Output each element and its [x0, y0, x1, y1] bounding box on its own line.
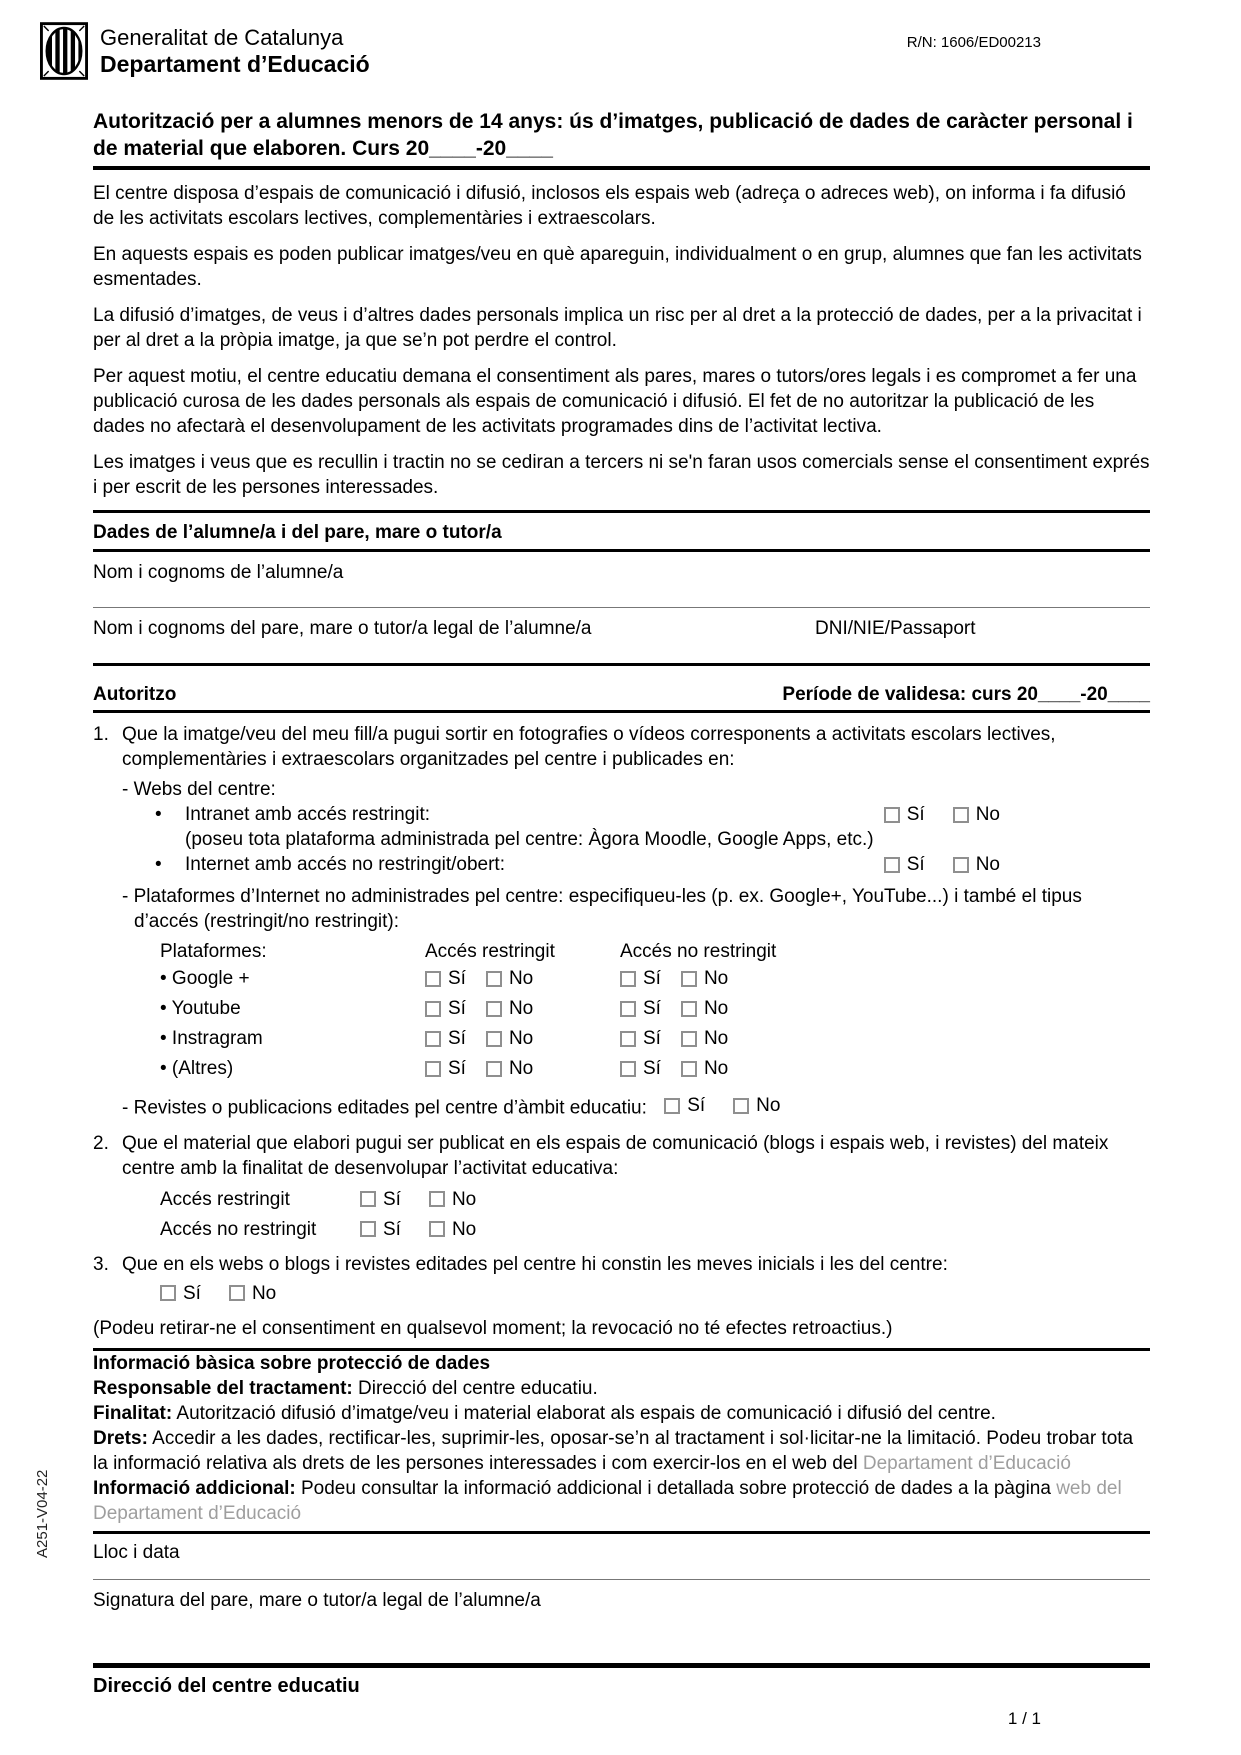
intranet-note: (poseu tota plataforma administrada pel centre: Àgora Moodle, Google Apps, etc.) — [185, 829, 874, 850]
student-name-input[interactable] — [93, 585, 1150, 607]
si-label: Sí — [643, 968, 661, 989]
no-label: No — [756, 1095, 781, 1116]
col-header-platforms: Plataformes: — [160, 941, 267, 962]
revistes-label: - Revistes o publicacions editades pel centre d’àmbit educatiu: — [122, 1097, 647, 1119]
field-rule — [93, 607, 1150, 608]
revocation-note: (Podeu retirar-ne el consentiment en qualsevol moment; la revocació no té efectes retroactius.) — [93, 1318, 893, 1339]
intranet-no-checkbox[interactable] — [953, 807, 969, 823]
altres-restricted-yes-no — [425, 1056, 533, 1082]
google-restricted-si-checkbox[interactable] — [425, 971, 441, 987]
si-label: Sí — [448, 968, 466, 989]
no-label: No — [251, 1282, 277, 1304]
no-label: No — [703, 998, 729, 1019]
signature-label: Signatura del pare, mare o tutor/a legal de l’alumne/a — [93, 1590, 541, 1611]
item-1-number: 1. — [93, 724, 109, 745]
responsable-text: Direcció del centre educatiu. — [358, 1378, 598, 1399]
authorize-header-row — [93, 682, 1150, 707]
departament-educacio-link[interactable]: Departament d’Educació — [862, 1453, 1071, 1474]
item-1-text: Que la imatge/veu del meu fill/a pugui sortir en fotografies o vídeos corresponents a activitats escolars lectives, complementàries i extraescolars organitzades pel centre i publicades en: — [122, 724, 1056, 770]
instagram-restricted-no-checkbox[interactable] — [486, 1031, 502, 1047]
google-restricted-no-checkbox[interactable] — [486, 971, 502, 987]
item-2-text: Que el material que elabori pugui ser publicat en els espais de comunicació (blogs i espais web, i revistes) del mateix centre amb la finalitat de desenvolupar l’activitat educativa: — [122, 1132, 1109, 1179]
platforms-table — [160, 939, 1150, 1085]
platform-youtube-label: • Youtube — [160, 998, 241, 1019]
material-open-yes-no — [360, 1217, 476, 1242]
revistes-yes-no — [664, 1093, 780, 1118]
no-label: No — [508, 968, 534, 989]
si-label: Sí — [448, 1028, 466, 1049]
no-label: No — [451, 1188, 477, 1210]
item-3 — [93, 1252, 1150, 1277]
internet-yes-no — [884, 852, 1000, 877]
parent-name-input[interactable] — [93, 641, 1150, 663]
youtube-restricted-no-checkbox[interactable] — [486, 1001, 502, 1017]
internet-label: Internet amb accés no restringit/obert: — [185, 854, 505, 875]
material-open-si-checkbox[interactable] — [360, 1221, 376, 1237]
intranet-si-checkbox[interactable] — [884, 807, 900, 823]
google-open-no-checkbox[interactable] — [681, 971, 697, 987]
youtube-restricted-yes-no — [425, 996, 533, 1022]
direccio-heading: Direcció del centre educatiu — [93, 1675, 360, 1697]
revistes-si-checkbox[interactable] — [664, 1098, 680, 1114]
initials-row — [160, 1281, 1150, 1309]
drets-label: Drets: — [93, 1428, 148, 1449]
no-label: No — [975, 804, 1000, 825]
addicional-label: Informació addicional: — [93, 1478, 296, 1499]
material-restricted-no-checkbox[interactable] — [429, 1191, 445, 1207]
field-rule — [93, 1579, 1150, 1580]
si-label: Sí — [687, 1095, 706, 1116]
privacy-section — [93, 1351, 1150, 1526]
finalitat-text: Autorització difusió d’imatge/veu i material elaborat als espais de comunicació i difusió del centre. — [176, 1403, 996, 1424]
material-restricted-row — [160, 1187, 1150, 1212]
org-name: Generalitat de Catalunya — [100, 24, 344, 50]
platforms-intro: - Plataformes d’Internet no administrades pel centre: especifiqueu-les (p. ex. Google+, YouTube...) i també el tipus d’accés (restringit/no restringit): — [122, 886, 1082, 932]
reference-number: R/N: 1606/ED00213 — [906, 34, 1041, 51]
section-rule — [93, 510, 1150, 513]
place-date-label: Lloc i data — [93, 1542, 180, 1563]
addicional-text: Podeu consultar la informació addicional i detallada sobre protecció de dades a la pàgina — [300, 1478, 1051, 1499]
col-header-unrestricted: Accés no restringit — [620, 941, 777, 962]
google-restricted-yes-no — [425, 966, 533, 992]
title-rule — [93, 166, 1150, 170]
instagram-open-si-checkbox[interactable] — [620, 1031, 636, 1047]
webs-heading: - Webs del centre: — [122, 779, 276, 800]
intranet-yes-no — [884, 802, 1000, 827]
no-label: No — [508, 1028, 534, 1049]
no-label: No — [508, 1058, 534, 1079]
page-number: 1 / 1 — [1007, 1709, 1041, 1728]
intranet-label: Intranet amb accés restringit: — [185, 804, 430, 825]
item-2-number: 2. — [93, 1132, 109, 1154]
place-date-input[interactable] — [93, 1565, 1150, 1579]
initials-si-checkbox[interactable] — [160, 1285, 176, 1301]
form-title: Autorització per a alumnes menors de 14 anys: ús d’imatges, publicació de dades de caràcter personal i de material que elaboren. Curs 20____-20____ — [93, 110, 1133, 160]
youtube-open-no-checkbox[interactable] — [681, 1001, 697, 1017]
instagram-open-yes-no — [620, 1026, 728, 1052]
material-restricted-yes-no — [360, 1187, 476, 1212]
dept-name: Departament d’Educació — [100, 50, 370, 77]
material-open-label: Accés no restringit — [160, 1218, 317, 1240]
no-label: No — [703, 968, 729, 989]
si-label: Sí — [383, 1218, 401, 1240]
validity-period: Període de validesa: curs 20____-20____ — [782, 684, 1150, 705]
initials-no-checkbox[interactable] — [229, 1285, 245, 1301]
material-restricted-label: Accés restringit — [160, 1188, 290, 1210]
si-label: Sí — [643, 1058, 661, 1079]
org-block — [100, 25, 370, 78]
student-name-label: Nom i cognoms de l’alumne/a — [93, 562, 344, 583]
google-open-si-checkbox[interactable] — [620, 971, 636, 987]
item-3-number: 3. — [93, 1253, 109, 1275]
si-label: Sí — [383, 1188, 401, 1210]
intranet-row — [155, 802, 1150, 827]
privacy-drets-line — [93, 1426, 1150, 1476]
privacy-finalitat-line — [93, 1401, 1150, 1426]
intro-paragraph: Les imatges i veus que es recullin i tractin no se cediran a tercers ni se'n faran usos comercials sense el consentiment exprés i per escrit de les persones interessades. — [93, 452, 1150, 498]
google-open-yes-no — [620, 966, 728, 992]
internet-no-checkbox[interactable] — [953, 857, 969, 873]
item-2 — [93, 1131, 1150, 1181]
no-label: No — [451, 1218, 477, 1240]
section-rule — [93, 1531, 1150, 1534]
youtube-open-si-checkbox[interactable] — [620, 1001, 636, 1017]
col-header-restricted: Accés restringit — [425, 941, 555, 962]
intro-paragraph: La difusió d’imatges, de veus i d’altres dades personals implica un risc per al dret a la protecció de dades, per a la privacitat i per al dret a la pròpia imatge, ja que se’n pot perdre el control. — [93, 305, 1142, 351]
youtube-restricted-si-checkbox[interactable] — [425, 1001, 441, 1017]
finalitat-label: Finalitat: — [93, 1403, 173, 1424]
privacy-responsable-line — [93, 1376, 1150, 1401]
intro-paragraph: El centre disposa d’espais de comunicació i difusió, inclosos els espais web (adreça o adreces web), on informa i fa difusió de les activitats escolars lectives, complementàries i extraescolars. — [93, 183, 1126, 229]
revistes-no-checkbox[interactable] — [733, 1098, 749, 1114]
altres-open-si-checkbox[interactable] — [620, 1061, 636, 1077]
revistes-row — [122, 1093, 1150, 1121]
privacy-addicional-line — [93, 1476, 1150, 1526]
altres-restricted-si-checkbox[interactable] — [425, 1061, 441, 1077]
dades-section-heading: Dades de l’alumne/a i del pare, mare o tutor/a — [93, 522, 502, 543]
si-label: Sí — [906, 804, 925, 825]
internet-row — [155, 852, 1150, 877]
bullet-icon: • — [155, 804, 162, 825]
si-label: Sí — [448, 1058, 466, 1079]
instagram-restricted-yes-no — [425, 1026, 533, 1052]
drets-text: Accedir a les dades, rectificar-les, suprimir-les, oposar-se’n al tractament i sol·licitar-ne la limitació. Podeu trobar tota la informació relativa als drets de les persones interessades i com exercir-los en el web del — [93, 1428, 1134, 1474]
si-label: Sí — [906, 854, 925, 875]
no-label: No — [703, 1028, 729, 1049]
si-label: Sí — [448, 998, 466, 1019]
privacy-heading: Informació bàsica sobre protecció de dades — [93, 1353, 491, 1374]
parent-name-label: Nom i cognoms del pare, mare o tutor/a legal de l’alumne/a — [93, 618, 592, 639]
intro-paragraph: Per aquest motiu, el centre educatiu demana el consentiment als pares, mares o tutors/ores legals i es compromet a fer una publicació curosa de les dades personals als espais de comunicació i difusió. El fet de no autoritzar la publicació de les dades no afectarà el desenvolupament de les activitats programades dins de l’activitat lectiva. — [93, 366, 1137, 437]
instagram-restricted-si-checkbox[interactable] — [425, 1031, 441, 1047]
id-document-label: DNI/NIE/Passaport — [815, 618, 976, 639]
no-label: No — [508, 998, 534, 1019]
youtube-open-yes-no — [620, 996, 728, 1022]
altres-restricted-no-checkbox[interactable] — [486, 1061, 502, 1077]
header — [40, 22, 370, 80]
material-restricted-si-checkbox[interactable] — [360, 1191, 376, 1207]
form-version-code: A251-V04-22 — [34, 1469, 51, 1558]
item-1 — [93, 722, 1150, 772]
signature-input[interactable] — [93, 1613, 1150, 1653]
section-rule — [93, 549, 1150, 552]
no-label: No — [975, 854, 1000, 875]
footer-rule — [93, 1663, 1150, 1668]
platform-google-label: • Google + — [160, 968, 250, 989]
generalitat-logo-icon — [40, 22, 88, 80]
authorize-heading: Autoritzo — [93, 684, 177, 705]
item-3-text: Que en els webs o blogs i revistes editades pel centre hi constin les meves inicials i les del centre: — [122, 1253, 948, 1275]
altres-open-yes-no — [620, 1056, 728, 1082]
responsable-label: Responsable del tractament: — [93, 1378, 353, 1399]
platform-instagram-label: • Instragram — [160, 1028, 263, 1049]
material-open-row — [160, 1217, 1150, 1242]
intro-paragraph: En aquests espais es poden publicar imatges/veu en què apareguin, individualment o en grup, alumnes que fan les activitats esmentades. — [93, 244, 1142, 290]
departament-web-link[interactable]: web del Departament d’Educació — [93, 1478, 1122, 1524]
si-label: Sí — [183, 1282, 201, 1304]
altres-open-no-checkbox[interactable] — [681, 1061, 697, 1077]
initials-yes-no — [160, 1281, 276, 1306]
section-rule — [93, 710, 1150, 713]
form-body — [93, 108, 1150, 1653]
platform-altres-label: • (Altres) — [160, 1058, 234, 1079]
section-rule — [93, 663, 1150, 666]
si-label: Sí — [643, 1028, 661, 1049]
internet-si-checkbox[interactable] — [884, 857, 900, 873]
no-label: No — [703, 1058, 729, 1079]
parent-row — [93, 616, 1150, 641]
bullet-icon: • — [155, 854, 162, 875]
material-open-no-checkbox[interactable] — [429, 1221, 445, 1237]
instagram-open-no-checkbox[interactable] — [681, 1031, 697, 1047]
si-label: Sí — [643, 998, 661, 1019]
